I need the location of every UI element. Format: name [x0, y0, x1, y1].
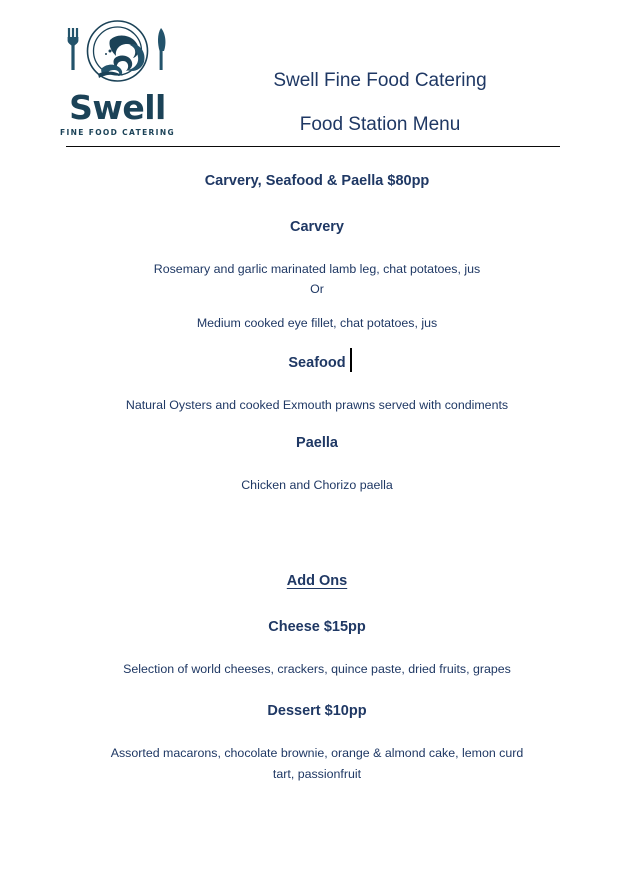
- add-ons-heading: Add Ons: [286, 573, 348, 589]
- menu-item: Medium cooked eye fillet, chat potatoes, jus: [196, 316, 438, 330]
- spacer: [0, 299, 634, 313]
- plate-wave-fork-knife-icon: [60, 18, 175, 90]
- spacer: [0, 191, 634, 217]
- add-on-heading-dessert: Dessert $10pp: [267, 703, 367, 719]
- brand-logo: [55, 18, 180, 137]
- add-on-heading-cheese: Cheese $15pp: [268, 619, 366, 635]
- logo-tagline: FINE FOOD CATERING: [60, 128, 175, 137]
- spacer: [0, 551, 634, 571]
- spacer: [0, 721, 634, 743]
- spacer: [0, 495, 634, 551]
- menu-item: Natural Oysters and cooked Exmouth prawns served with condiments: [125, 398, 509, 412]
- logo-wordmark: Swell: [69, 88, 166, 127]
- header-divider: [66, 146, 560, 147]
- add-on-description: Assorted macarons, chocolate brownie, orange & almond cake, lemon curd tart, passionfruit: [110, 746, 524, 781]
- menu-content: [0, 163, 634, 784]
- spacer: [0, 237, 634, 259]
- spacer: [0, 333, 634, 353]
- page-subtitle: Food Station Menu: [299, 114, 461, 135]
- section-heading-seafood: Seafood: [288, 355, 346, 371]
- section-heading-carvery: Carvery: [289, 219, 344, 235]
- menu-item: Chicken and Chorizo paella: [241, 478, 393, 492]
- spacer: [0, 679, 634, 701]
- add-on-description: Selection of world cheeses, crackers, quince paste, dried fruits, grapes: [123, 662, 511, 676]
- page-title: Swell Fine Food Catering: [273, 70, 487, 91]
- menu-item: Rosemary and garlic marinated lamb leg, chat potatoes, jus: [153, 262, 481, 276]
- section-heading-paella: Paella: [296, 435, 338, 451]
- document-header: [180, 66, 580, 140]
- spacer: [0, 453, 634, 475]
- menu-item-separator: Or: [310, 282, 324, 296]
- spacer: [0, 637, 634, 659]
- spacer: [0, 373, 634, 395]
- spacer: [0, 591, 634, 617]
- text-cursor-caret: [350, 348, 352, 372]
- package-heading: Carvery, Seafood & Paella $80pp: [204, 173, 430, 189]
- spacer: [0, 415, 634, 433]
